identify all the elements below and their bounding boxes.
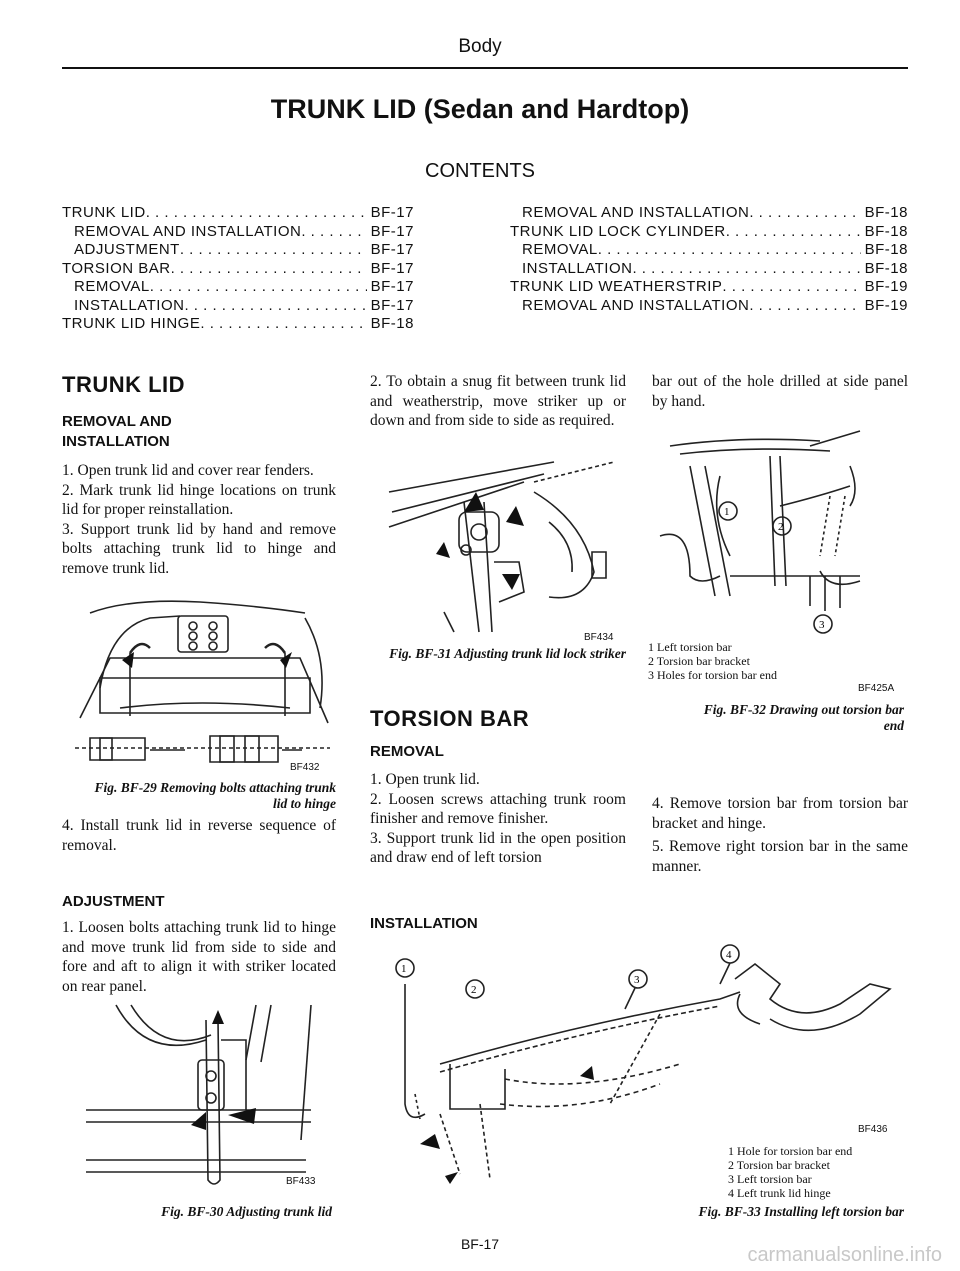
toc-entry [62, 297, 414, 316]
toc-label: TRUNK LID HINGE [62, 315, 201, 332]
toc-right [510, 204, 908, 315]
fig33-legend-1: 1 Hole for torsion bar end [728, 1144, 853, 1158]
fig33-legend-3: 3 Left torsion bar [728, 1172, 812, 1186]
toc-label: REMOVAL AND INSTALLATION [522, 296, 750, 314]
toc-page: BF-17 [370, 259, 414, 277]
toc-entry [62, 204, 414, 223]
fig-bf33-code: BF436 [858, 1124, 888, 1135]
fig32-legend-2: 2 Torsion bar bracket [648, 654, 750, 668]
removal-step-3: 3. Support trunk lid in the open position and draw end of left torsion [370, 829, 626, 866]
toc-leader [184, 297, 366, 316]
toc-label: INSTALLATION [522, 259, 633, 277]
subheading-adjustment: ADJUSTMENT [62, 893, 165, 910]
fig32-legend-3: 3 Holes for torsion bar end [648, 668, 777, 682]
col3-steps [652, 794, 908, 876]
fig33-circle-1: 1 [401, 963, 407, 975]
toc-page: BF-17 [370, 296, 414, 314]
toc-left [62, 204, 414, 334]
fig33-circle-2: 2 [471, 984, 477, 996]
removal-steps [370, 770, 626, 868]
removal-step-1: 1. Open trunk lid. [370, 771, 480, 788]
toc-page: BF-19 [864, 296, 908, 314]
removal-step-3-continued: bar out of the hole drilled at side panel by hand. [652, 373, 908, 410]
toc-leader [180, 241, 367, 260]
toc-leader [632, 260, 860, 279]
fig-bf29-illustration [70, 598, 336, 780]
toc-entry [62, 223, 414, 242]
toc-entry [510, 223, 908, 242]
page-title: TRUNK LID (Sedan and Hardtop) [270, 94, 690, 124]
toc-entry [62, 278, 414, 297]
toc-entry [510, 297, 908, 316]
toc-page: BF-17 [370, 278, 414, 295]
adjustment-step-1: 1. Loosen bolts attaching trunk lid to hinge and move trunk lid from side to side and fore and aft to align it with striker located on rear panel. [62, 919, 336, 995]
toc-page: BF-18 [864, 241, 908, 258]
contents-heading: CONTENTS [425, 160, 535, 182]
toc-leader [726, 223, 861, 242]
toc-label: TRUNK LID [62, 204, 146, 221]
toc-page: BF-17 [370, 241, 414, 258]
toc-label: REMOVAL [74, 278, 150, 295]
page-number: BF-17 [460, 1236, 500, 1252]
step-1: 1. Open trunk lid and cover rear fenders. [62, 462, 314, 479]
toc-leader [722, 278, 860, 297]
fig-bf31-code: BF434 [584, 632, 614, 643]
toc-page: BF-18 [864, 259, 908, 277]
toc-entry [510, 204, 908, 223]
watermark: carmanualsonline.info [747, 1244, 942, 1266]
toc-entry [62, 260, 414, 279]
striker-step-2: 2. To obtain a snug fit between trunk lid and weatherstrip, move striker up or down and from side to side as required. [370, 373, 626, 429]
subheading-installation: INSTALLATION [370, 915, 478, 932]
fig-bf32-code: BF425A [858, 683, 895, 694]
removal-step-4: 4. Remove torsion bar from torsion bar bracket and hinge. [652, 795, 908, 832]
toc-leader [171, 260, 367, 279]
toc-entry [510, 260, 908, 279]
toc-leader [598, 241, 861, 260]
fig-bf30-illustration [86, 1000, 326, 1190]
toc-leader [200, 315, 366, 334]
fig-bf32-illustration [660, 436, 900, 636]
toc-page: BF-18 [864, 222, 908, 240]
fig32-callout-3: 3 [819, 619, 825, 631]
toc-page: BF-18 [864, 204, 908, 221]
fig-bf31-caption: Fig. BF-31 Adjusting trunk lid lock striker [389, 646, 626, 661]
running-header: Body [458, 36, 502, 57]
fig32-callout-2: 2 [778, 521, 784, 533]
toc-label: INSTALLATION [74, 296, 185, 314]
toc-page: BF-18 [370, 315, 414, 332]
fig-bf33-caption: Fig. BF-33 Installing left torsion bar [698, 1204, 904, 1219]
fig-bf29-code: BF432 [290, 762, 320, 773]
toc-label: REMOVAL [522, 241, 598, 258]
fig-bf32-legend [648, 640, 848, 682]
step-3: 3. Support trunk lid by hand and remove bolts attaching trunk lid to hinge and remove trunk lid. [62, 520, 336, 577]
fig33-circle-4: 4 [726, 949, 732, 961]
section-heading-torsion-bar: TORSION BAR [370, 706, 530, 731]
fig33-circle-3: 3 [634, 974, 640, 986]
fig-bf31-illustration [384, 462, 626, 637]
toc-entry [62, 315, 414, 334]
fig33-legend-4: 4 Left trunk lid hinge [728, 1186, 831, 1200]
fig-bf30-code: BF433 [286, 1176, 316, 1187]
toc-page: BF-19 [864, 278, 908, 295]
fig-bf29-caption: Fig. BF-29 Removing bolts attaching trunk lid to hinge [94, 780, 336, 811]
toc-entry [62, 241, 414, 260]
section-heading-trunk-lid: TRUNK LID [62, 372, 186, 397]
toc-label: TORSION BAR [62, 259, 171, 277]
toc-label: ADJUSTMENT [74, 241, 180, 258]
header-rule [62, 67, 908, 69]
removal-step-5: 5. Remove right torsion bar in the same manner. [652, 838, 908, 875]
fig32-callout-1: 1 [724, 506, 730, 518]
fig-bf32-caption: Fig. BF-32 Drawing out torsion bar end [703, 702, 904, 733]
subheading-removal: REMOVAL [370, 743, 444, 760]
fig33-legend-2: 2 Torsion bar bracket [728, 1158, 830, 1172]
toc-entry [510, 278, 908, 297]
removal-step-2: 2. Loosen screws attaching trunk room finisher and remove finisher. [370, 790, 626, 827]
toc-leader [749, 204, 860, 223]
fig-bf30-caption: Fig. BF-30 Adjusting trunk lid [161, 1204, 332, 1219]
toc-label: REMOVAL AND INSTALLATION [522, 204, 750, 221]
toc-leader [749, 297, 860, 316]
step-4: 4. Install trunk lid in reverse sequence of removal. [62, 817, 336, 854]
toc-leader [150, 278, 367, 297]
toc-page: BF-17 [370, 204, 414, 221]
fig-bf33-legend [728, 1144, 908, 1200]
toc-label: REMOVAL AND INSTALLATION [74, 222, 302, 240]
fig32-legend-1: 1 Left torsion bar [648, 640, 732, 654]
toc-leader [301, 223, 366, 242]
toc-label: TRUNK LID LOCK CYLINDER [510, 222, 726, 240]
toc-entry [510, 241, 908, 260]
column-1 [62, 372, 336, 578]
toc-page: BF-17 [370, 222, 414, 240]
subheading-removal-installation: REMOVAL AND INSTALLATION [62, 413, 172, 450]
step-2: 2. Mark trunk lid hinge locations on trunk lid for proper reinstallation. [62, 481, 336, 518]
toc-leader [146, 204, 367, 223]
toc-label: TRUNK LID WEATHERSTRIP [510, 278, 723, 295]
